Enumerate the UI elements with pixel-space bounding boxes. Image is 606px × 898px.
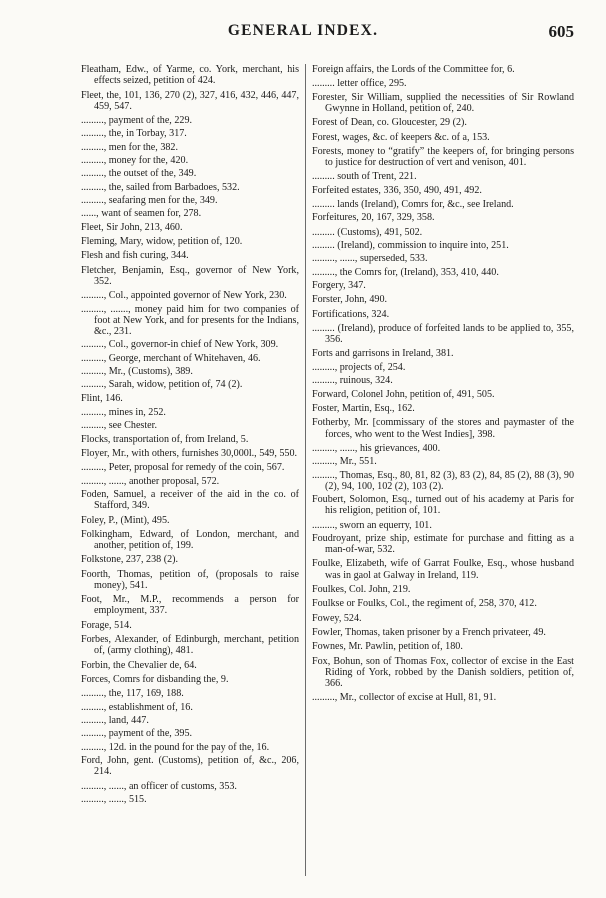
running-title: GENERAL INDEX.	[227, 22, 379, 39]
index-entry: Forest, wages, &c. of keepers &c. of a, 153.	[312, 131, 490, 143]
index-entry: Folkingham, Edward, of London, merchant, and another, petition of, 199.	[81, 528, 299, 552]
index-entry: Forage, 514.	[81, 619, 132, 631]
index-entry: Forces, Comrs for disbanding the, 9.	[81, 673, 229, 685]
index-entry: ........., ......, his grievances, 400.	[312, 442, 441, 454]
index-entry: Forfeited estates, 336, 350, 490, 491, 492.	[312, 184, 482, 196]
index-entry: ........., Col., appointed governor of New York, 230.	[81, 290, 287, 302]
index-entry: Fleet, Sir John, 213, 460.	[81, 221, 183, 233]
index-entry: ......... (Customs), 491, 502.	[312, 226, 423, 238]
index-entry: ........., mines in, 252.	[81, 407, 166, 418]
index-entry: Flesh and fish curing, 344.	[81, 250, 189, 262]
index-entry: ........., land, 447.	[81, 714, 149, 726]
index-entry: Forward, Colonel John, petition of, 491, 505.	[312, 388, 495, 400]
index-entry: ........., money for the, 420.	[81, 155, 189, 167]
index-entry: Forts and garrisons in Ireland, 381.	[312, 347, 454, 359]
index-entry: Fletcher, Benjamin, Esq., governor of New York, 352.	[81, 264, 299, 287]
index-entry: ........., payment of the, 229.	[81, 115, 193, 126]
index-entry: ........., the, sailed from Barbadoes, 532.	[81, 181, 240, 193]
index-entry: Foulkse or Foulks, Col., the regiment of, 258, 370, 412.	[312, 598, 537, 610]
index-entry: ........., seafaring men for the, 349.	[81, 195, 218, 207]
index-entry: Forester, Sir William, supplied the necessities of Sir Rowland Gwynne in Holland, petition of, 240.	[312, 91, 574, 114]
index-entry: ........., men for the, 382.	[81, 141, 178, 153]
index-entry: ......... lands (Ireland), Comrs for, &c., see Ireland.	[312, 199, 514, 211]
index-entry: Foudroyant, prize ship, estimate for purchase and fitting as a man-of-war, 532.	[312, 532, 574, 556]
page-header	[0, 22, 606, 46]
index-entry: Foden, Samuel, a receiver of the aid in the co. of Stafford, 349.	[81, 489, 299, 512]
index-column-left	[81, 64, 299, 880]
index-entry: Forbin, the Chevalier de, 64.	[81, 659, 197, 671]
index-entry: Fownes, Mr. Pawlin, petition of, 180.	[312, 641, 463, 653]
index-entry: Forests, money to “gratify” the keepers of, for bringing persons to justice for destruction of vert and venison, 401.	[312, 145, 574, 169]
index-entry: Flint, 146.	[81, 392, 123, 404]
index-entry: ........., Mr., 551.	[312, 456, 377, 468]
index-entry: ........., ruinous, 324.	[312, 375, 393, 387]
index-entry: ........., the, 117, 169, 188.	[81, 688, 184, 700]
index-entry: ........., Mr., collector of excise at Hull, 81, 91.	[312, 692, 497, 704]
index-entry: Foulkes, Col. John, 219.	[312, 583, 411, 595]
index-entry: ........., ......, an officer of customs, 353.	[81, 780, 237, 792]
index-entry: Foorth, Thomas, petition of, (proposals to raise money), 541.	[81, 568, 299, 591]
page-number: 605	[548, 22, 574, 41]
index-entry: ........., see Chester.	[81, 420, 157, 432]
index-entry: Forest of Dean, co. Gloucester, 29 (2).	[312, 117, 467, 129]
index-entry: ........., payment of the, 395.	[81, 728, 193, 740]
index-entry: ......... (Ireland), produce of forfeited lands to be applied to, 355, 356.	[312, 323, 574, 346]
index-entry: ........., Peter, proposal for remedy of the coin, 567.	[81, 462, 285, 474]
index-entry: Fowler, Thomas, taken prisoner by a French privateer, 49.	[312, 626, 546, 638]
index-entry: Foreign affairs, the Lords of the Committee for, 6.	[312, 64, 515, 75]
index-entry: Foulke, Elizabeth, wife of Garrat Foulke, Esq., whose husband was in gaol at Galway in Ireland, 119.	[312, 558, 574, 581]
index-entry: Forfeitures, 20, 167, 329, 358.	[312, 212, 435, 224]
index-entry: Fortifications, 324.	[312, 308, 390, 320]
index-entry: ........., ......, 515.	[81, 793, 147, 805]
index-entry: ........., George, merchant of Whitehaven, 46.	[81, 352, 261, 364]
index-column-right	[312, 64, 574, 880]
index-entry: Ford, John, gent. (Customs), petition of, &c., 206, 214.	[81, 755, 299, 778]
index-entry: ........., Sarah, widow, petition of, 74 (2).	[81, 379, 243, 391]
index-entry: Fowey, 524.	[312, 612, 362, 624]
index-entry: ........., Mr., (Customs), 389.	[81, 365, 193, 377]
index-entry: Fotherby, Mr. [commissary of the stores and paymaster of the forces, who went to the West Indies], 398.	[312, 417, 574, 440]
index-entry: Foster, Martin, Esq., 162.	[312, 403, 415, 415]
index-entry: ........., ......, another proposal, 572.	[81, 475, 220, 487]
index-entry: Fleatham, Edw., of Yarme, co. York, merchant, his effects seized, petition of 424.	[81, 64, 299, 87]
index-entry: Foot, Mr., M.P., recommends a person for employment, 337.	[81, 594, 299, 617]
index-entry: Folkstone, 237, 238 (2).	[81, 554, 179, 566]
index-entry: ........., Thomas, Esq., 80, 81, 82 (3), 83 (2), 84, 85 (2), 88 (3), 90 (2), 94, 100, 102 (2), 103 (2).	[312, 469, 574, 492]
index-entry: ........., the, in Torbay, 317.	[81, 128, 187, 140]
index-entry: Fox, Bohun, son of Thomas Fox, collector of excise in the East Riding of York, robbed by the Danish soldiers, petition of, 366.	[312, 655, 574, 689]
index-entry: ......, want of seamen for, 278.	[81, 208, 202, 220]
index-entry: ......... south of Trent, 221.	[312, 171, 417, 183]
index-entry: Forgery, 347.	[312, 280, 366, 292]
index-entry: Foubert, Solomon, Esq., turned out of his academy at Paris for his religion, petition of, 101.	[312, 494, 574, 517]
index-entry: ........., Col., governor-in chief of New York, 309.	[81, 339, 279, 351]
index-entry: ........., 12d. in the pound for the pay of the, 16.	[81, 741, 270, 753]
index-entry: ........., ......., money paid him for two companies of foot at New York, and for presents for the Indians, &c., 231.	[81, 303, 299, 337]
index-entry: ......... letter office, 295.	[312, 78, 407, 90]
index-entry: ........., sworn an equerry, 101.	[312, 519, 432, 531]
index-entry: Floyer, Mr., with others, furnishes 30,000l., 549, 550.	[81, 448, 298, 460]
index-entry: ........., projects of, 254.	[312, 362, 406, 373]
column-divider	[305, 64, 306, 876]
index-entry: Fleming, Mary, widow, petition of, 120.	[81, 236, 243, 248]
index-entry: ........., the Comrs for, (Ireland), 353, 410, 440.	[312, 266, 499, 278]
index-entry: ......... (Ireland), commission to inquire into, 251.	[312, 240, 509, 252]
index-entry: ........., establishment of, 16.	[81, 701, 193, 713]
index-entry: Flocks, transportation of, from Ireland, 5.	[81, 433, 249, 445]
index-entry: Forbes, Alexander, of Edinburgh, merchant, petition of, (army clothing), 481.	[81, 634, 299, 657]
index-entry: ........., the outset of the, 349.	[81, 168, 197, 180]
index-entry: Foley, P., (Mint), 495.	[81, 514, 170, 526]
index-entry: Forster, John, 490.	[312, 294, 388, 306]
index-entry: Fleet, the, 101, 136, 270 (2), 327, 416, 432, 446, 447, 459, 547.	[81, 89, 299, 112]
index-entry: ........., ......, superseded, 533.	[312, 253, 428, 265]
